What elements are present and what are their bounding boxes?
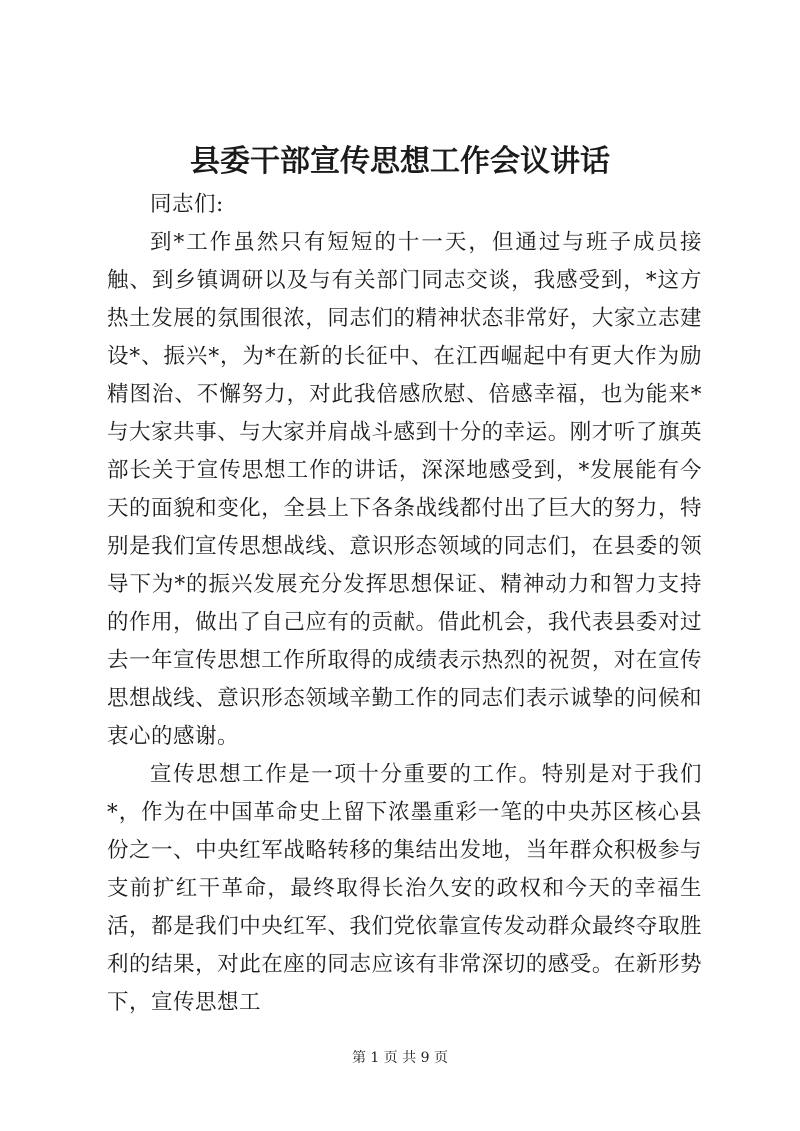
document-title: 县委干部宣传思想工作会议讲话 bbox=[190, 144, 610, 179]
document-body bbox=[107, 186, 702, 1022]
page-footer: 第 1 页 共 9 页 bbox=[351, 1050, 449, 1066]
greeting-line: 同志们: bbox=[150, 192, 224, 217]
paragraph-1: 到*工作虽然只有短短的十一天，但通过与班子成员接触、到乡镇调研以及与有关部门同志交谈，我感受到，*这方热土发展的氛围很浓，同志们的精神状态非常好，大家立志建设*、振兴*，为*在新的长征中、在江西崛起中有更大作为励精图治、不懈努力，对此我倍感欣慰、倍感幸福，也为能来*与大家共事、与大家并肩战斗感到十分的幸运。刚才听了旗英部长关于宣传思想工作的讲话，深深地感受到，*发展能有今天的面貌和变化，全县上下各条战线都付出了巨大的努力，特别是我们宣传思想战线、意识形态领域的同志们，在县委的领导下为*的振兴发展充分发挥思想保证、精神动力和智力支持的作用，做出了自己应有的贡献。借此机会，我代表县委对过去一年宣传思想工作所取得的成绩表示热烈的祝贺，对在宣传思想战线、意识形态领域辛勤工作的同志们表示诚挚的问候和衷心的感谢。 bbox=[107, 230, 702, 749]
paragraph-2: 宣传思想工作是一项十分重要的工作。特别是对于我们*，作为在中国革命史上留下浓墨重彩一笔的中央苏区核心县份之一、中央红军战略转移的集结出发地，当年群众积极参与支前扩红干革命，最终取得长治久安的政权和今天的幸福生活，都是我们中央红军、我们党依靠宣传发动群众最终夺取胜利的结果，对此在座的同志应该有非常深切的感受。在新形势下，宣传思想工 bbox=[107, 762, 702, 1015]
